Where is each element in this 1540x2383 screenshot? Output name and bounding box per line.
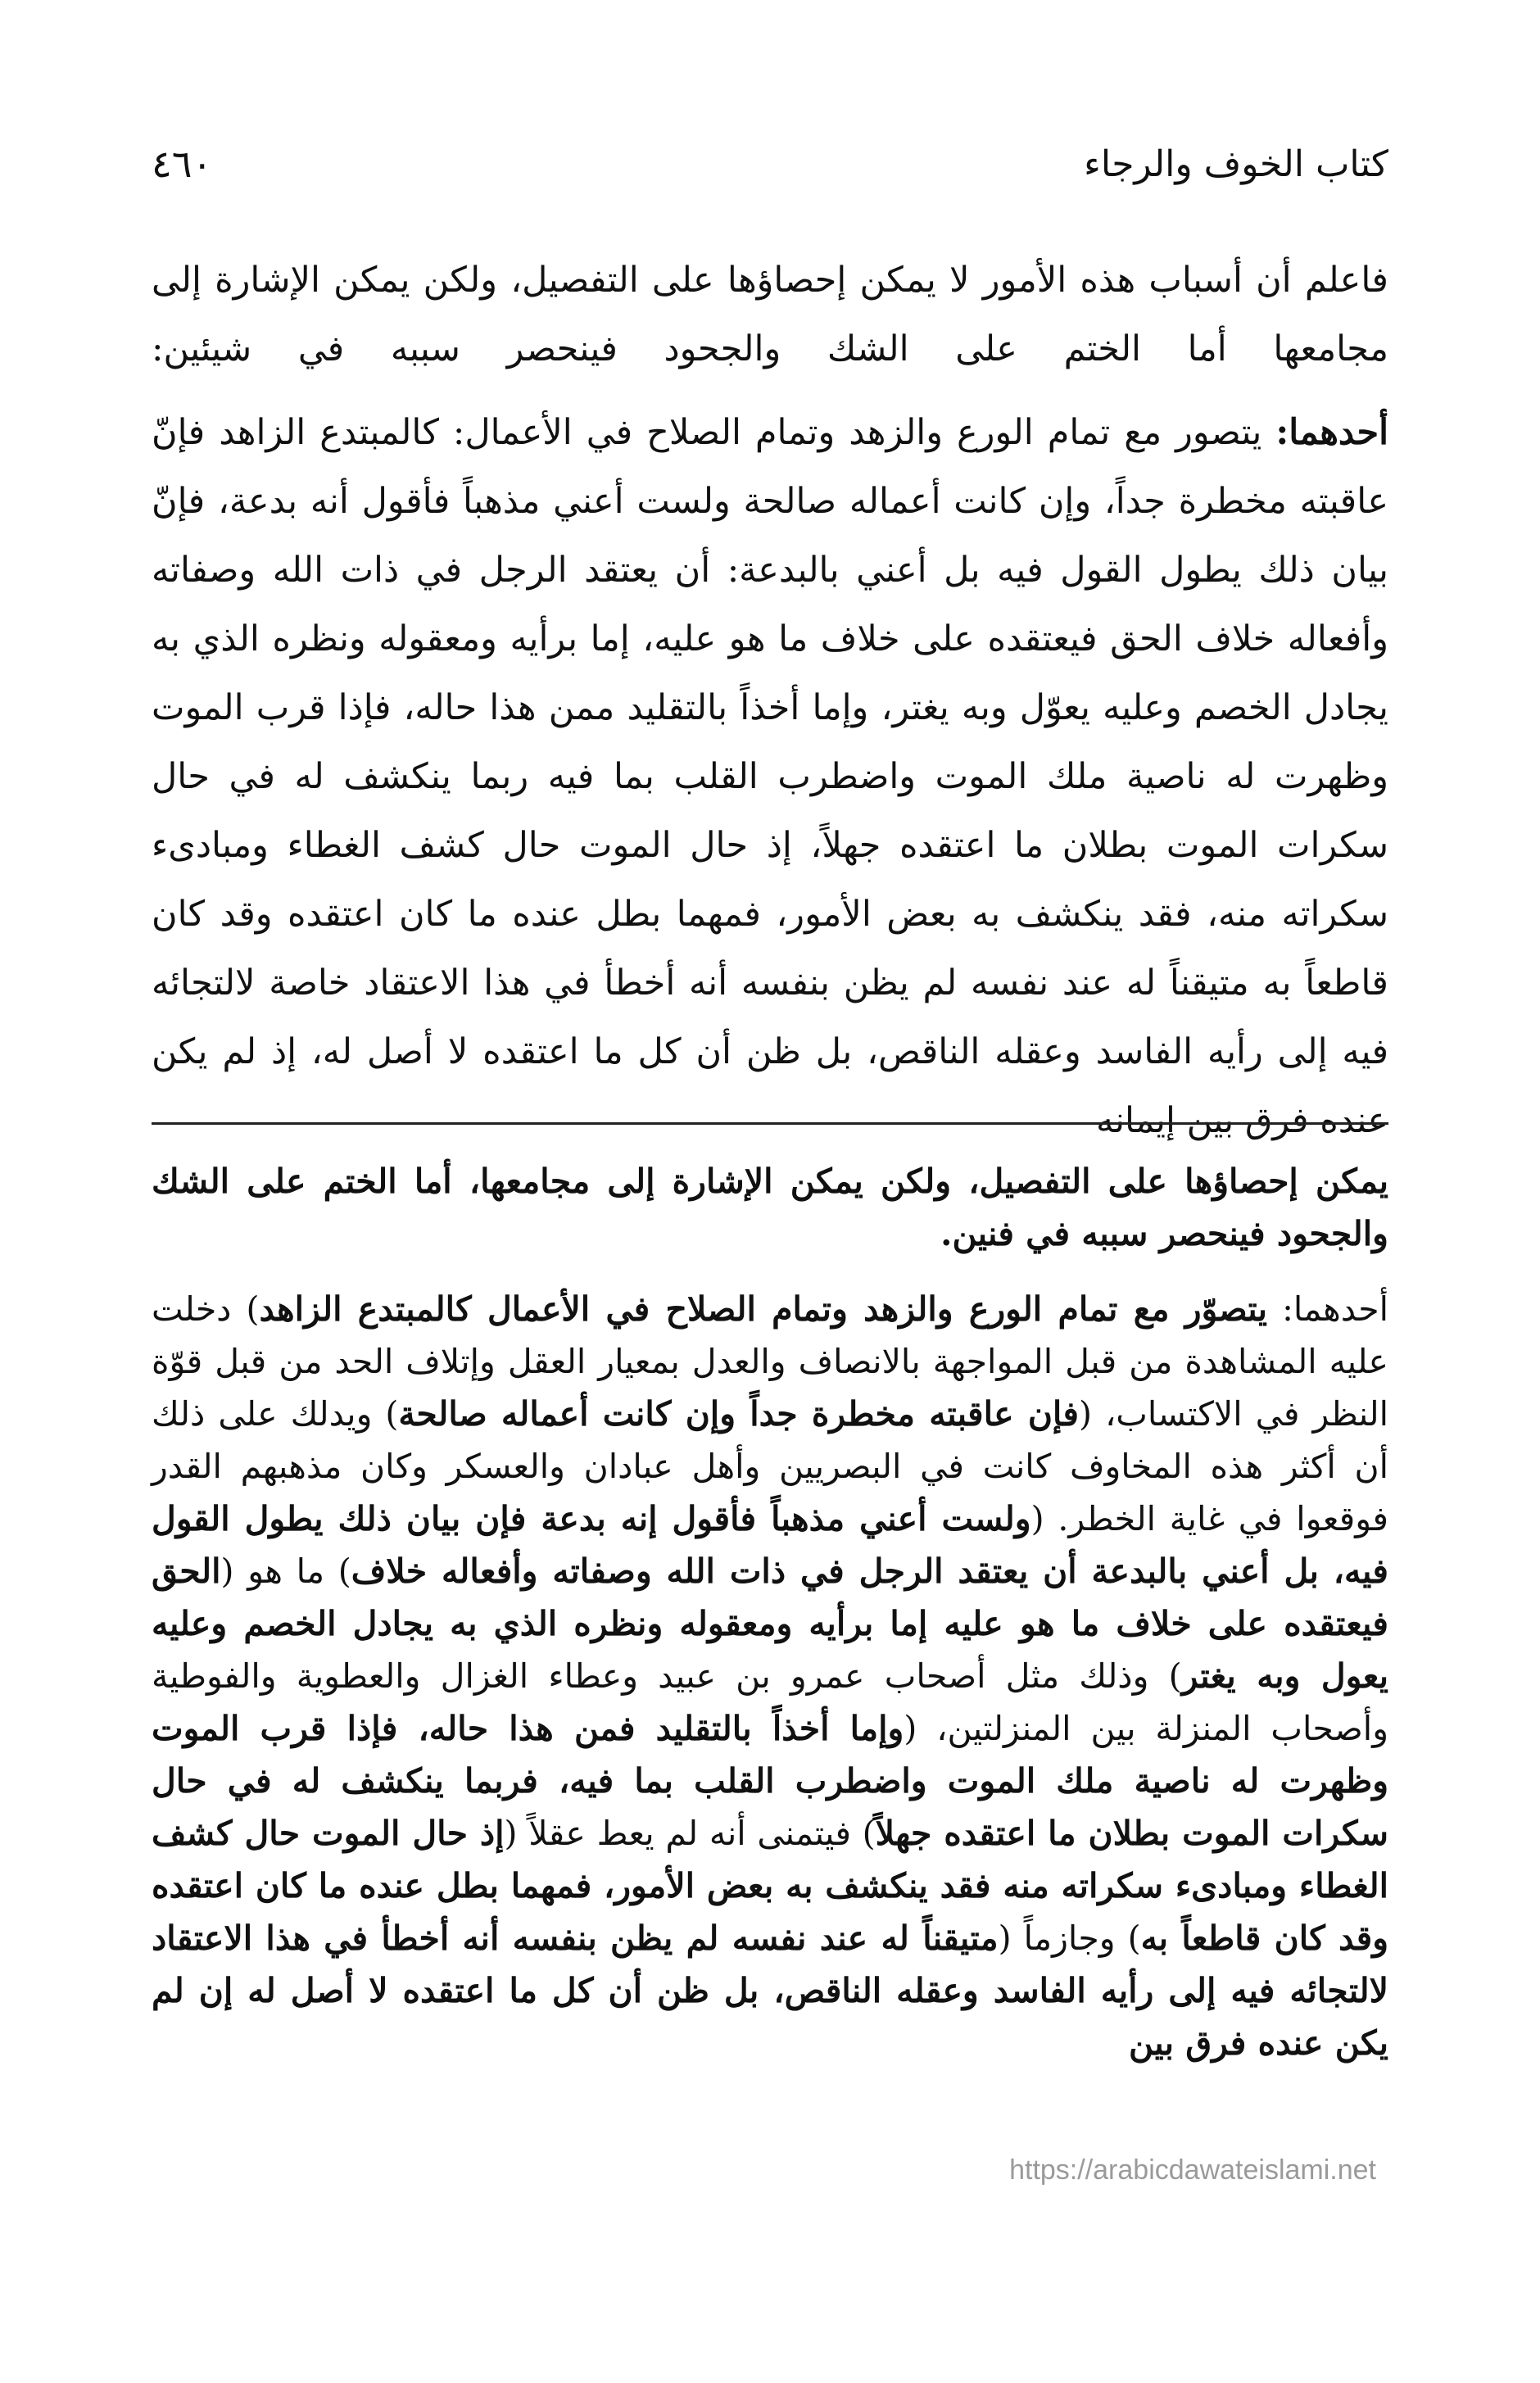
page-header (152, 131, 1388, 197)
commentary-paragraph-2 (152, 1283, 1388, 2069)
main-paragraph-2 (152, 398, 1388, 1155)
commentary-segment: ) وذلك مثل أصحاب عمرو بن عبيد وعطاء الغزال والعطوية والفوطية وأصحاب المنزلة بين المنزلتين، ( (152, 1656, 1388, 1748)
page-number: ٤٦٠ (152, 142, 213, 186)
book-title: كتاب الخوف والرجاء (1084, 143, 1388, 185)
main-paragraph-2-lead: أحدهما: (1275, 412, 1389, 453)
commentary-segment: ) دخلت عليه المشاهدة من قبل المواجهة بالانصاف والعدل بمعيار العقل وإتلاف الحد من قبل قوّة النظر في الاكتساب، ( (152, 1289, 1388, 1434)
commentary-segment: أحدهما: (1267, 1289, 1389, 1329)
commentary-segment: ولست أعني مذهباً فأقول إنه بدعة فإن بيان ذلك يطول القول فيه، بل أعني بالبدعة أن يعتقد الرجل في ذات الله وصفاته وأفعاله خلاف (152, 1499, 1388, 1591)
commentary-segment: إذ حال الموت حال كشف الغطاء ومبادىء سكراته منه فقد ينكشف به بعض الأمور، فمهما بطل عنده ما كان اعتقده وقد كان قاطعاً به (152, 1814, 1389, 1958)
commentary-text (152, 1155, 1388, 2092)
commentary-segment: وإما أخذاً بالتقليد فمن هذا حاله، فإذا قرب الموت وظهرت له ناصية ملك الموت واضطرب القلب بما فيه، فربما ينكشف له في حال سكرات الموت بطلان ما اعتقده جهلاً (152, 1709, 1388, 1853)
commentary-segment: ) ما هو ( (220, 1552, 351, 1591)
main-text (152, 246, 1388, 1170)
commentary-segment: ) وجازماً ( (998, 1919, 1141, 1958)
commentary-segment: فإن عاقبته مخطرة جداً وإن كانت أعماله صالحة (398, 1394, 1080, 1434)
commentary-segment: يتصوّر مع تمام الورع والزهد وتمام الصلاح في الأعمال كالمبتدع الزاهد (259, 1289, 1268, 1329)
commentary-segment: ) فيتمنى أنه لم يعط عقلاً ( (504, 1814, 876, 1853)
main-paragraph-1: فاعلم أن أسباب هذه الأمور لا يمكن إحصاؤها على التفصيل، ولكن يمكن الإشارة إلى مجامعها أما الختم على الشك والجحود فينحصر سببه في شيئين: (152, 260, 1388, 369)
main-paragraph-2-body: يتصور مع تمام الورع والزهد وتمام الصلاح في الأعمال: كالمبتدع الزاهد فإنّ عاقبته مخطرة جداً، وإن كانت أعماله صالحة ولست أعني مذهباً فأقول أنه بدعة، فإنّ بيان ذلك يطول القول فيه بل أعني بالبدعة: أن يعتقد الرجل في ذات الله وصفاته وأفعاله خلاف الحق فيعتقده على خلاف ما هو عليه، إما برأيه ومعقوله ونظره الذي به يجادل الخصم وعليه يعوّل وبه يغتر، وإما أخذاً بالتقليد ممن هذا حاله، فإذا قرب الموت وظهرت له ناصية ملك الموت واضطرب القلب بما فيه ربما ينكشف له في حال سكرات الموت بطلان ما اعتقده جهلاً، إذ حال الموت حال كشف الغطاء ومبادىء سكراته منه، فقد ينكشف به بعض الأمور، فمهما بطل عنده ما كان اعتقده وقد كان قاطعاً به متيقناً له عند نفسه لم يظن بنفسه أنه أخطأ في هذا الاعتقاد خاصة لالتجائه فيه إلى رأيه الفاسد وعقله الناقص، بل ظن أن كل ما اعتقده لا أصل له، إذ لم يكن عنده فرق بين إيمانه (152, 412, 1388, 1141)
commentary-paragraph-1: يمكن إحصاؤها على التفصيل، ولكن يمكن الإشارة إلى مجامعها، أما الختم على الشك والجحود فينحصر سببه في فنين. (152, 1162, 1388, 1253)
watermark-url: https://arabicdawateislami.net (1009, 2154, 1376, 2186)
commentary-segment: متيقناً له عند نفسه لم يظن بنفسه أنه أخطأ في هذا الاعتقاد لالتجائه فيه إلى رأيه الفاسد وعقله الناقص، بل ظن أن كل ما اعتقده لا أصل له إن لم يكن عنده فرق بين (152, 1919, 1388, 2063)
section-divider (152, 1122, 1388, 1125)
commentary-segment: ) ويدلك على ذلك أن أكثر هذه المخاوف كانت في البصريين وأهل عبادان والعسكر وكان مذهبهم القدر فوقعوا في غاية الخطر. ( (152, 1394, 1388, 1538)
commentary-segment: الحق فيعتقده على خلاف ما هو عليه إما برأيه ومعقوله ونظره الذي به يجادل الخصم وعليه يعول وبه يغتر (152, 1552, 1388, 1696)
